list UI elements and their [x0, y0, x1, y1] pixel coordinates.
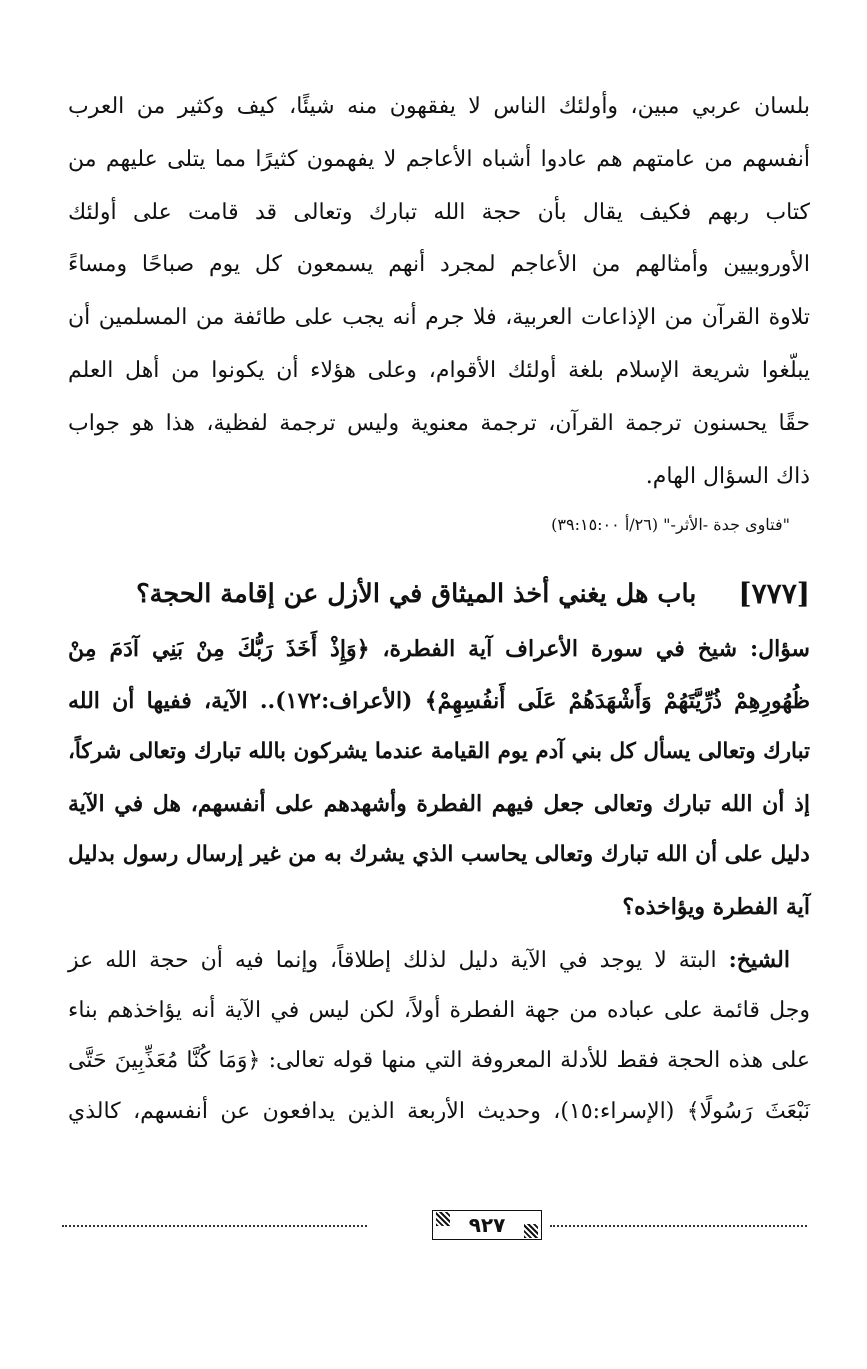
question-line: إذ أن الله تبارك وتعالى جعل فيهم الفطرة وأشهدهم على أنفسهم، هل في الآية — [68, 790, 810, 817]
question-line: ظُهُورِهِمْ ذُرِّيَّتَهُمْ وَأَشْهَدَهُمْ عَلَى أَنفُسِهِمْ﴾ (الأعراف:١٧٢).. الآية، ففيها أن الله — [68, 687, 810, 714]
question-line: سؤال: شيخ في سورة الأعراف آية الفطرة، ﴿وَإِذْ أَخَذَ رَبُّكَ مِنْ بَنِي آدَمَ مِنْ — [68, 636, 810, 663]
ornament-icon — [524, 1224, 538, 1238]
footer-rule-left — [62, 1225, 367, 1227]
answer-line: على هذه الحجة فقط للأدلة المعروفة التي منها قوله تعالى: ﴿وَمَا كُنَّا مُعَذِّبِينَ حَتَّى — [68, 1048, 810, 1074]
text-line: تلاوة القرآن من الإذاعات العربية، فلا جرم أنه يجب على طائفة من المسلمين أن — [68, 305, 810, 331]
answer-paragraph — [68, 945, 810, 1127]
text-line: حقًا يحسنون ترجمة القرآن، ترجمة معنوية وليس ترجمة لفظية، هذا هو جواب — [68, 410, 810, 436]
ornament-icon — [436, 1212, 450, 1226]
text-line: ذاك السؤال الهام. — [645, 463, 810, 489]
question-line: آية الفطرة ويؤاخذه؟ — [622, 893, 810, 920]
section-title: باب هل يغني أخذ الميثاق في الأزل عن إقامة الحجة؟ — [136, 579, 697, 610]
answer-line: نَبْعَثَ رَسُولًا﴾ (الإسراء:١٥)، وحديث الأربعة الذين يدافعون عن أنفسهم، كالذي — [68, 1099, 810, 1125]
answer-speaker: الشيخ: — [728, 946, 790, 973]
answer-line: وجل قائمة على عباده من جهة الفطرة أولاً، لكن ليس في الآية أنه يؤاخذهم بناء — [68, 997, 810, 1023]
answer-text: البتة لا يوجد في الآية دليل لذلك إطلاقاً، وإنما فيه أن حجة الله عز — [68, 947, 729, 973]
question-paragraph — [68, 634, 810, 922]
question-line: تبارك وتعالى يسأل كل بني آدم يوم القيامة عندما يشركون بالله تبارك وتعالى شركاً، — [68, 739, 810, 765]
source-citation: "فتاوى جدة -الأثر-" (٢٦/أ ٣٩:١٥:٠٠) — [551, 515, 790, 535]
question-line: دليل على أن الله تبارك وتعالى يحاسب الذي يشرك به من غير إرسال رسول بدليل — [68, 842, 810, 868]
footer-rule-right — [550, 1225, 807, 1227]
text-line: يبلّغوا شريعة الإسلام بلغة أولئك الأقوام، وعلى هؤلاء أن يكونوا من أهل العلم — [68, 357, 810, 383]
paragraph-continuation — [68, 92, 810, 492]
text-line: بلسان عربي مبين، وأولئك الناس لا يفقهون منه شيئًا، كيف وكثير من العرب — [68, 94, 810, 119]
section-number: [٧٧٧] — [738, 577, 810, 611]
text-line: أنفسهم من عامتهم هم عادوا أشباه الأعاجم لا يفهمون كثيرًا مما يتلى عليهم من — [68, 146, 810, 172]
answer-line — [68, 945, 810, 975]
section-heading — [68, 574, 810, 614]
page-body — [68, 92, 810, 1148]
page-footer — [62, 1210, 807, 1244]
text-line: كتاب ربهم فكيف يقال بأن حجة الله تبارك وتعالى قد قامت على أولئك — [68, 199, 810, 225]
page-number: ٩٢٧ — [468, 1213, 506, 1237]
text-line: الأوروبيين وأمثالهم من الأعاجم لمجرد أنهم يسمعون كل يوم صباحًا ومساءً — [68, 252, 810, 278]
